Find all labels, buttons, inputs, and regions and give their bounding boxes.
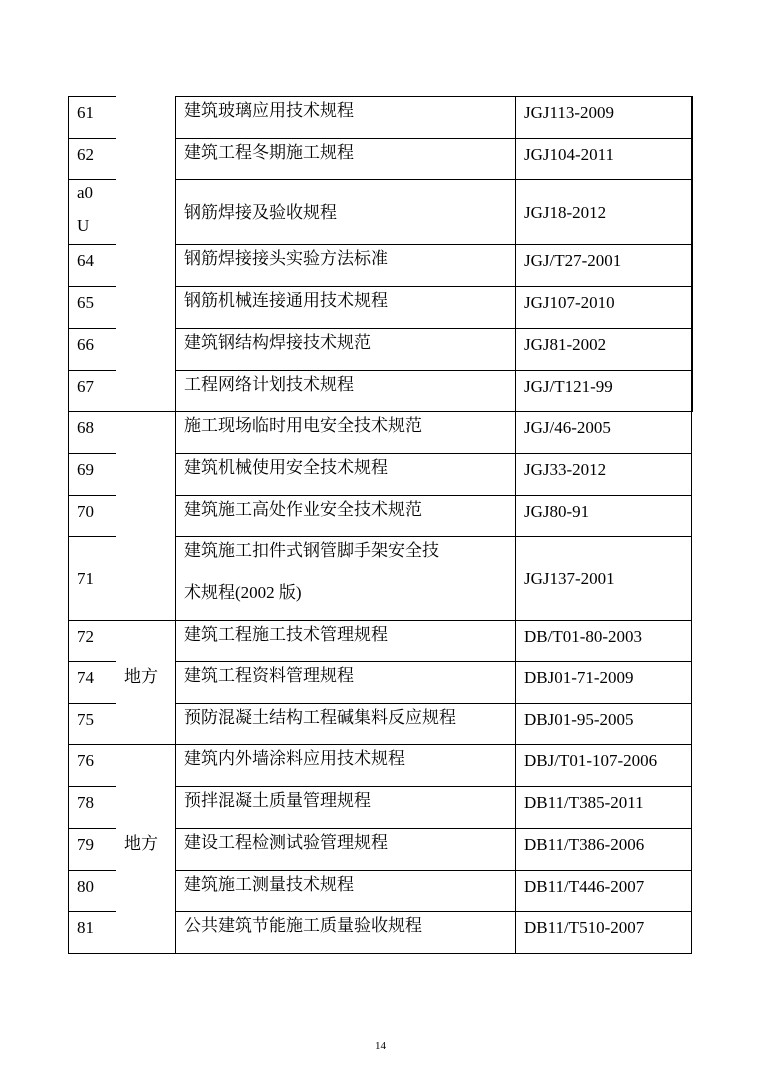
row-number-cell [68,495,116,537]
standard-code: JGJ18-2012 [524,202,607,222]
standard-code: JGJ33-2012 [524,460,607,479]
table-row [0,703,761,745]
standard-name-cell [175,411,516,454]
standard-name: 钢筋焊接及验收规程 [184,202,337,222]
row-number: 74 [77,668,94,687]
standard-name: 建设工程检测试验管理规程 [184,833,388,852]
row-number: 68 [77,418,94,437]
table-right-border [692,96,693,412]
standard-name: 建筑玻璃应用技术规程 [184,101,354,120]
table-row [0,286,761,329]
standard-name-cell [175,244,516,287]
row-number: 72 [77,627,94,646]
standard-name: 建筑内外墙涂料应用技术规程 [184,749,405,768]
standard-name-cell [175,870,516,912]
standard-name-cell [175,786,516,829]
standard-code-cell [515,495,692,537]
standard-code: JGJ113-2009 [524,103,615,122]
standard-code: DBJ/T01-107-2006 [524,751,658,770]
standard-name-cell [175,495,516,537]
standard-name-cell [175,911,516,954]
table-row [0,328,761,371]
row-number: 67 [77,377,94,396]
row-number-line: U [77,216,90,235]
table-row [0,911,761,954]
standard-code: JGJ80-91 [524,502,590,521]
standard-code-cell [515,536,692,621]
standard-code: JGJ107-2010 [524,293,615,312]
row-number-cell [68,370,116,412]
standard-name: 建筑工程冬期施工规程 [184,143,354,162]
standard-code-cell [515,786,692,829]
standard-code: JGJ137-2001 [524,569,615,588]
standard-code: JGJ/T121-99 [524,377,613,396]
standard-code-cell [515,328,692,371]
table-row [0,138,761,180]
row-number: 69 [77,460,94,479]
standard-code: JGJ104-2011 [524,145,615,164]
table-row [0,870,761,912]
row-number-cell [68,328,116,371]
standard-code: JGJ/T27-2001 [524,251,622,270]
row-number: 76 [77,751,94,770]
row-number: 79 [77,835,94,854]
standard-name: 公共建筑节能施工质量验收规程 [184,916,422,935]
standard-name-line: 建筑施工扣件式钢管脚手架安全技 [184,541,439,560]
category-label: 地方 [124,834,158,853]
standard-name-cell [175,536,516,621]
standard-code-cell [515,620,692,662]
row-number-cell [68,703,116,745]
standard-code: DB/T01-80-2003 [524,627,643,646]
standard-code-cell [515,703,692,745]
standard-code: DBJ01-71-2009 [524,668,634,687]
standard-name: 建筑施工高处作业安全技术规范 [184,500,422,519]
standard-name-cell [175,96,516,139]
standard-name: 建筑工程施工技术管理规程 [184,625,388,644]
standard-code-cell [515,870,692,912]
row-number-cell [68,411,116,454]
standard-code-cell [515,96,692,139]
standard-code-cell [515,744,692,787]
table-row [0,786,761,829]
standard-name-cell [175,620,516,662]
row-number-cell [68,286,116,329]
standard-code-cell [515,661,692,704]
row-number-cell [68,786,116,829]
row-number: 61 [77,103,94,122]
group-divider [116,620,175,621]
table-row [0,179,761,245]
standard-name-cell [175,286,516,329]
standard-name-cell [175,828,516,871]
standard-code-cell [515,286,692,329]
standard-name-line: 术规程(2002 版) [184,583,302,602]
group-divider [116,744,175,745]
standard-code-cell [515,179,692,245]
row-number-cell [68,96,116,139]
row-number: 62 [77,145,94,164]
standard-name-cell [175,328,516,371]
standard-name-cell [175,179,516,245]
standard-name-cell [175,661,516,704]
group-divider [116,411,175,412]
standard-code-cell [515,911,692,954]
row-number-line: a0 [77,183,94,202]
standard-name: 钢筋焊接接头实验方法标准 [184,249,388,268]
standard-name-cell [175,744,516,787]
row-number: 66 [77,335,94,354]
row-number: 64 [77,251,94,270]
standard-name-cell [175,370,516,412]
standard-name: 钢筋机械连接通用技术规程 [184,291,388,310]
standard-name: 建筑机械使用安全技术规程 [184,458,388,477]
row-number-cell [68,244,116,287]
standard-code-cell [515,453,692,496]
row-number-cell [68,179,116,245]
row-number-cell [68,911,116,954]
standard-name: 建筑施工测量技术规程 [184,875,354,894]
row-number: 71 [77,569,94,588]
page-number: 14 [375,1040,386,1052]
standard-name-cell [175,703,516,745]
category-label: 地方 [124,667,158,686]
standard-name: 预拌混凝土质量管理规程 [184,791,371,810]
row-number-cell [68,828,116,871]
row-number: 80 [77,877,94,896]
standard-name-cell [175,453,516,496]
row-number-cell [68,536,116,621]
standard-code: DBJ01-95-2005 [524,710,634,729]
row-number: 75 [77,710,94,729]
standard-code: DB11/T510-2007 [524,918,645,937]
standard-name: 施工现场临时用电安全技术规范 [184,416,422,435]
standard-code-cell [515,370,692,412]
group-divider [116,953,175,954]
standard-name: 建筑工程资料管理规程 [184,666,354,685]
row-number-cell [68,661,116,704]
table-row [0,244,761,287]
table-row [0,744,761,787]
standard-code-cell [515,411,692,454]
standard-name: 建筑钢结构焊接技术规范 [184,333,371,352]
standard-code-cell [515,138,692,180]
standard-name: 预防混凝土结构工程碱集料反应规程 [184,708,456,727]
table-row [0,96,761,139]
row-number: 65 [77,293,94,312]
table-row [0,495,761,537]
standard-name: 工程网络计划技术规程 [184,375,354,394]
row-number-cell [68,870,116,912]
table-row [0,828,761,871]
table-row [0,661,761,704]
standard-code: DB11/T385-2011 [524,793,644,812]
row-number-cell [68,620,116,662]
standard-code-cell [515,244,692,287]
table-row [0,453,761,496]
row-number: 70 [77,502,94,521]
table-row [0,620,761,662]
standard-code: DB11/T446-2007 [524,877,645,896]
standard-name-cell [175,138,516,180]
table-row [0,411,761,454]
standard-code: JGJ/46-2005 [524,418,611,437]
standard-code: JGJ81-2002 [524,335,607,354]
row-number: 81 [77,918,94,937]
row-number-cell [68,138,116,180]
row-number: 78 [77,793,94,812]
table-row [0,536,761,621]
table-row [0,370,761,412]
row-number-cell [68,453,116,496]
standard-code-cell [515,828,692,871]
standard-code: DB11/T386-2006 [524,835,645,854]
row-number-cell [68,744,116,787]
